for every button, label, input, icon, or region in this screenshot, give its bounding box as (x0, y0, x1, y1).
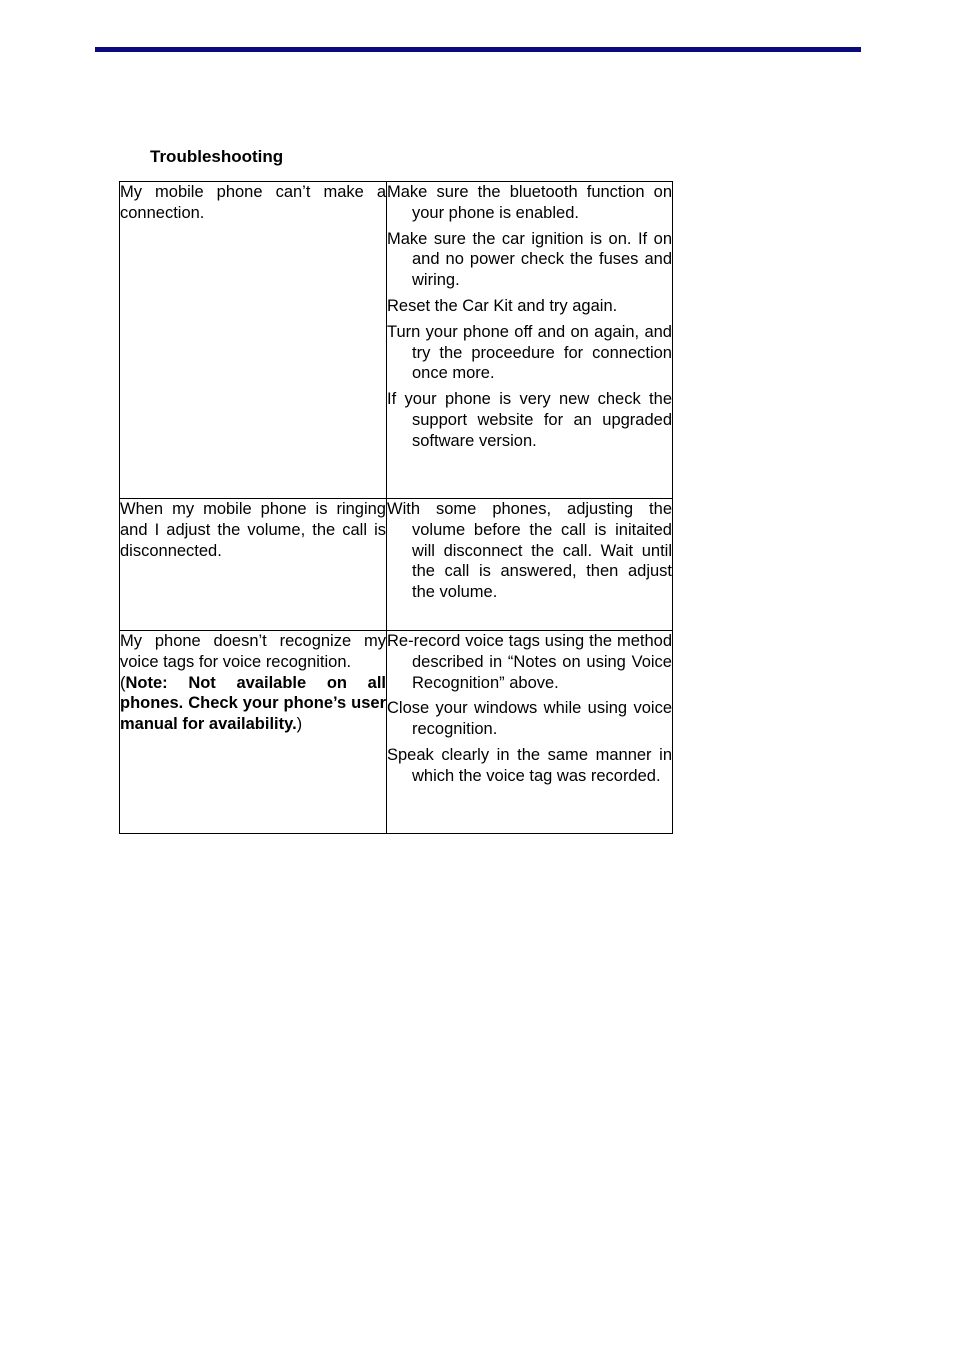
solutions-cell (387, 182, 673, 499)
header-rule (95, 47, 861, 52)
solution-item: With some phones, adjusting the volume before the call is initaited will disconnect the call. Wait until the call is answered, then adjust the volume. (387, 500, 672, 602)
solutions-cell (387, 631, 673, 834)
note-open-paren: ( (120, 673, 126, 692)
solution-item: Turn your phone off and on again, and try the proceedure for connection once more. (387, 322, 672, 383)
solution-item: If your phone is very new check the support website for an upgraded software version. (387, 390, 672, 450)
problem-text: My phone doesn’t recognize my voice tags for voice recognition. (120, 632, 386, 671)
availability-note (120, 673, 386, 735)
solution-item: Make sure the car ignition is on. If on and no power check the fuses and wiring. (387, 229, 672, 290)
problem-text: When my mobile phone is ringing and I adjust the volume, the call is disconnected. (120, 500, 386, 560)
problem-cell (120, 499, 387, 631)
solutions-cell (387, 499, 673, 631)
section-heading: Troubleshooting (150, 147, 284, 166)
table-row (120, 499, 673, 631)
troubleshooting-table (119, 181, 673, 834)
solution-item: Speak clearly in the same manner in which the voice tag was recorded. (387, 745, 672, 785)
table-row (120, 631, 673, 834)
problem-cell (120, 182, 387, 499)
note-close-paren: ) (296, 715, 303, 734)
table-row (120, 182, 673, 499)
problem-text: My mobile phone can’t make a connection. (120, 183, 386, 222)
solution-item: Re-record voice tags using the method described in “Notes on using Voice Recognition” above. (387, 632, 672, 692)
note-text: Note: Not available on all phones. Check your phone’s user manual for availability. (120, 673, 386, 734)
solution-item: Reset the Car Kit and try again. (387, 296, 618, 315)
solution-item: Make sure the bluetooth function on your phone is enabled. (387, 183, 672, 222)
problem-cell (120, 631, 387, 834)
solution-item: Close your windows while using voice recognition. (387, 699, 672, 739)
